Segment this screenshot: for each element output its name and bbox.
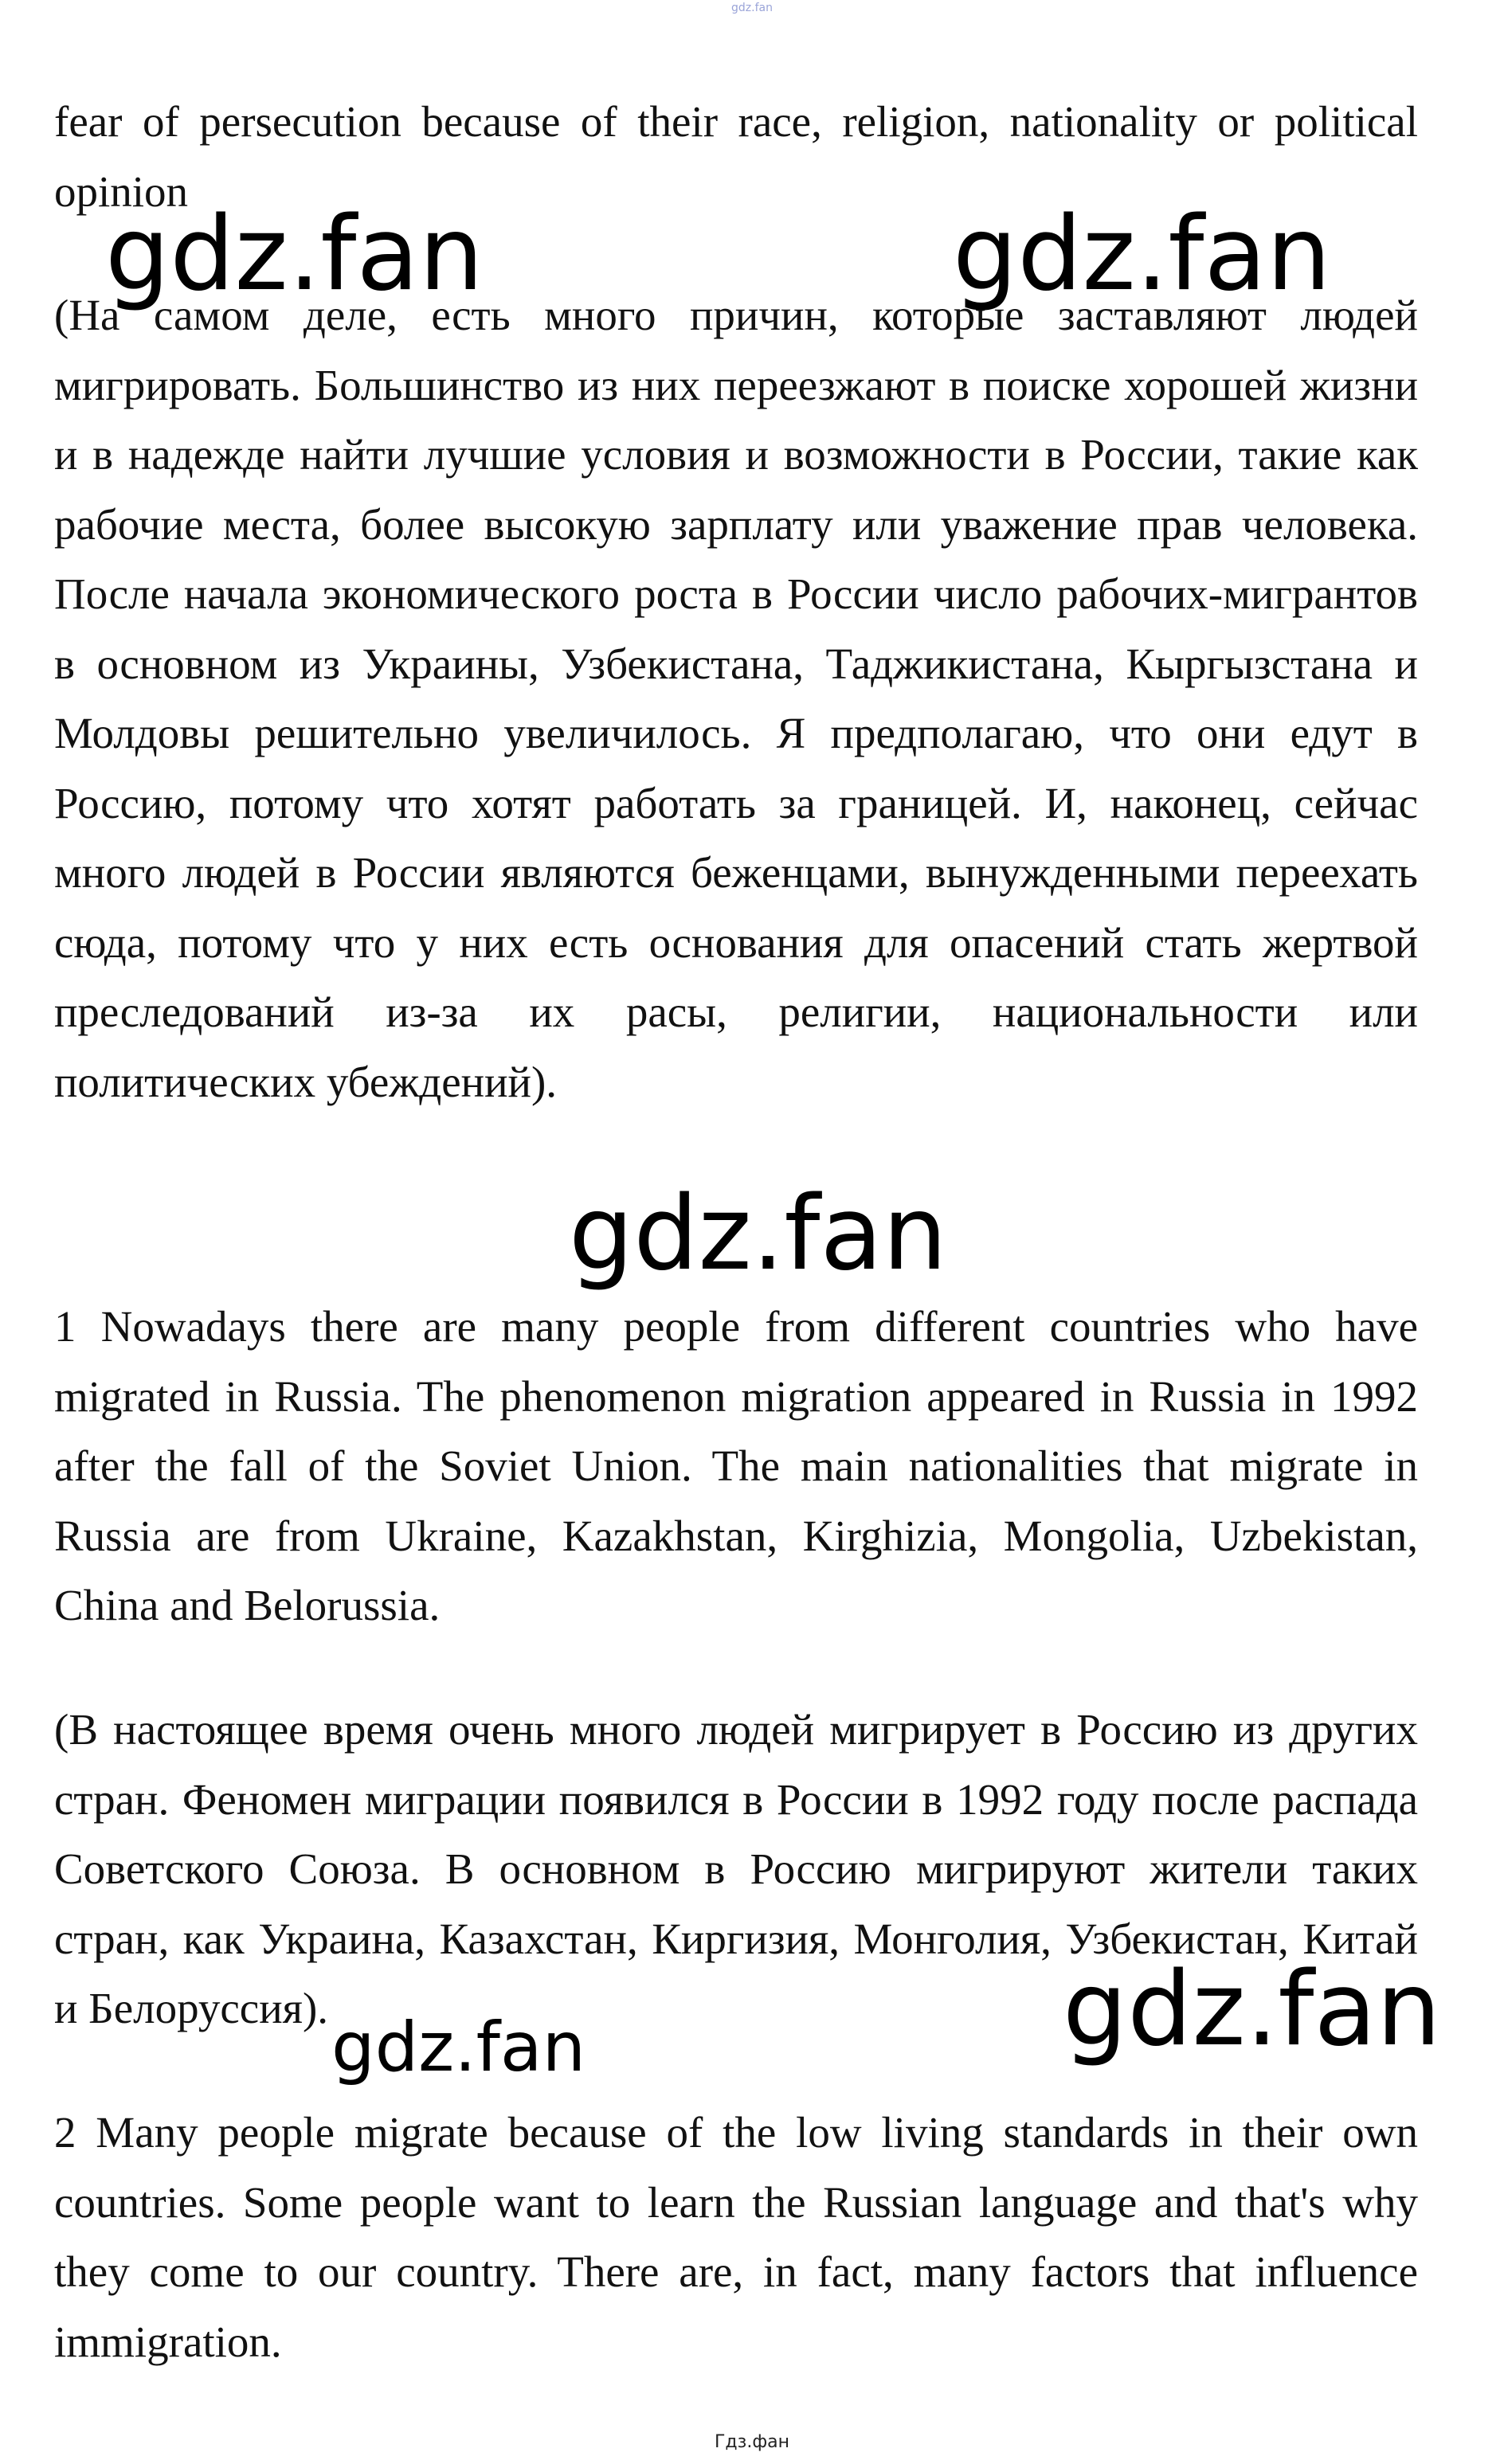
watermark-left: gdz.fan: [105, 195, 484, 314]
paragraph-en-continuation: fear of persecution because of their race, religion, nationality or political opinion: [54, 97, 1418, 216]
page-footer: Гдз.фан: [715, 2432, 789, 2452]
paragraph-ru-translation-1: (На самом деле, есть много причин, которые заставляют людей мигрировать. Большинство из них переезжают в поиске хорошей жизни и в надежде найти лучшие условия и возможности в России, такие как рабочие места, более высокую зарплату или уважение прав человека. После начала экономического роста в России число рабочих-мигрантов в основном из Украины, Узбекистана, Таджикистана, Кыргызстана и Молдовы решительно увеличилось. Я предполагаю, что они едут в Россию, потому что хотят работать за границей. И, наконец, сейчас много людей в России являются беженцами, вынужденными переехать сюда, потому что у них есть основания для опасений стать жертвой преследований из-за их расы, религии, национальности или политических убеждений).: [54, 291, 1418, 1106]
watermark-left-lower: gdz.fan: [331, 2008, 586, 2087]
watermark-right-lower: gdz.fan: [1063, 1950, 1441, 2069]
paragraph-en-answer-2: 2 Many people migrate because of the low living standards in their own countries. Some people want to learn the Russian language and that's why they come to our country. There are, in fact, many factors that influence immigration.: [54, 2108, 1418, 2366]
site-watermark-top: gdz.fan: [731, 2, 773, 14]
paragraph-ru-translation-2: (В настоящее время очень много людей мигрирует в Россию из других стран. Феномен миграции появился в России в 1992 году после распада Советского Союза. В основном в Россию мигрируют жители таких стран, как Украина, Казахстан, Киргизия, Монголия, Узбекистан, Китай и Белоруссия).: [54, 1705, 1418, 2032]
paragraph-en-answer-1: 1 Nowadays there are many people from different countries who have migrated in Russia. The phenomenon migration appeared in Russia in 1992 after the fall of the Soviet Union. The main nationalities that migrate in Russia are from Ukraine, Kazakhstan, Kirghizia, Mongolia, Uzbekistan, China and Belorussia.: [54, 1302, 1418, 1629]
watermark-center: gdz.fan: [569, 1175, 947, 1293]
watermark-right: gdz.fan: [953, 195, 1331, 314]
